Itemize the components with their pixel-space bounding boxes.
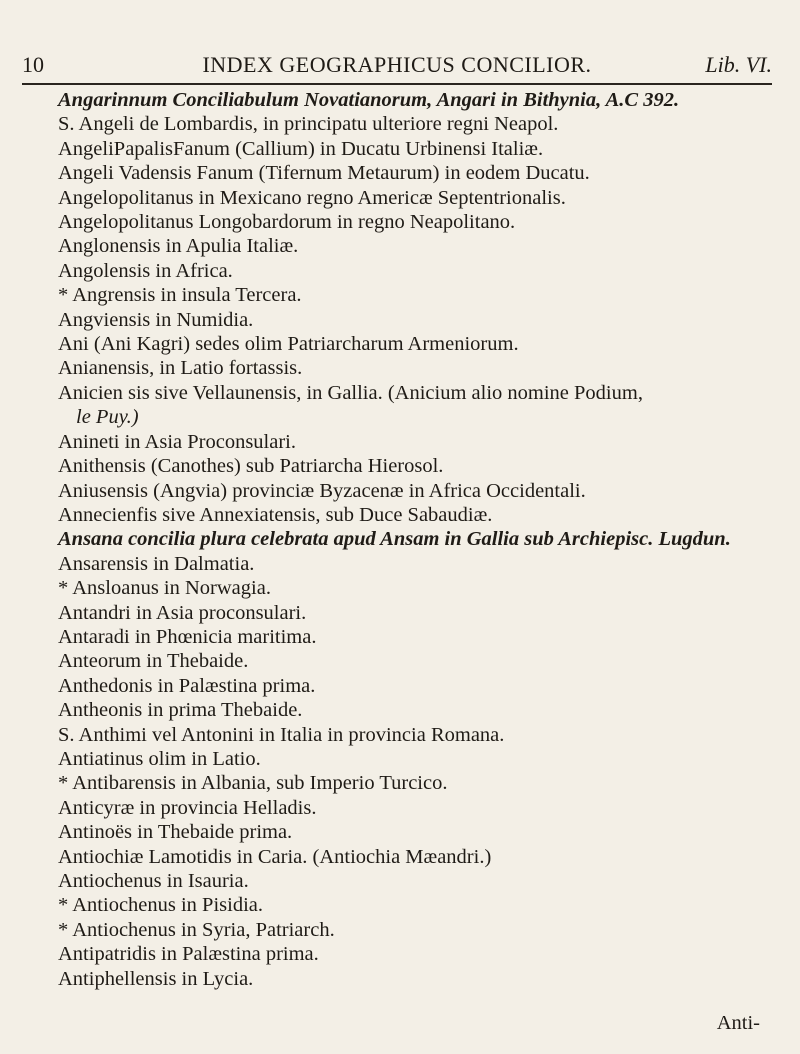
page-number: 10 — [22, 52, 44, 77]
index-entry: * Antiochenus in Pisidia. — [58, 894, 263, 917]
page-header — [22, 52, 772, 82]
index-entry: Anicien sis sive Vellaunensis, in Gallia. (Anicium alio nomine Podium, — [58, 381, 643, 404]
index-entry: Aniusensis (Angvia) provinciæ Byzacenæ in Africa Occidentali. — [58, 479, 586, 502]
index-entry: Antiochiæ Lamotidis in Caria. (Antiochia Mæandri.) — [58, 845, 492, 868]
index-entry: Antiatinus olim in Latio. — [58, 747, 261, 770]
index-entry: Antaradi in Phœnicia maritima. — [58, 625, 317, 648]
index-entry: Ani (Ani Kagri) sedes olim Patriarcharum Armeniorum. — [58, 333, 519, 356]
running-title: INDEX GEOGRAPHICUS CONCILIOR. — [202, 52, 592, 77]
index-entry: Angeli Vadensis Fanum (Tifernum Metaurum) in eodem Ducatu. — [58, 162, 590, 185]
index-entry: AngeliPapalisFanum (Callium) in Ducatu Urbinensi Italiæ. — [58, 137, 544, 160]
index-entry: * Antibarensis in Albania, sub Imperio Turcico. — [58, 772, 448, 795]
header-rule — [22, 83, 772, 85]
index-entry: Anianensis, in Latio fortassis. — [58, 357, 303, 380]
index-entry: Anithensis (Canothes) sub Patriarcha Hierosol. — [58, 455, 444, 478]
catchword: Anti- — [716, 1012, 760, 1034]
index-entry: Annecienfis sive Annexiatensis, sub Duce Sabaudiæ. — [58, 503, 493, 526]
index-entry: Anglonensis in Apulia Italiæ. — [58, 235, 299, 258]
index-entry: Antiochenus in Isauria. — [58, 870, 249, 892]
index-entry: Antandri in Asia proconsulari. — [58, 601, 307, 624]
index-entry: Angelopolitanus Longobardorum in regno Neapolitano. — [58, 211, 516, 234]
index-entry: Ansana concilia plura celebrata apud Ansam in Gallia sub Archiepisc. Lugdun. — [58, 528, 731, 551]
index-entry: S. Angeli de Lombardis, in principatu ulteriore regni Neapol. — [58, 113, 559, 136]
index-entry: Antiphellensis in Lycia. — [58, 967, 254, 990]
book-reference: Lib. VI. — [705, 52, 772, 77]
index-entry: Angolensis in Africa. — [58, 259, 233, 282]
index-entry: Anteorum in Thebaide. — [58, 650, 249, 673]
index-entry: Angarinnum Conciliabulum Novatianorum, Angari in Bithynia, A.C 392. — [58, 89, 680, 111]
index-entry: Anineti in Asia Proconsulari. — [58, 430, 297, 453]
index-entry: Angelopolitanus in Mexicano regno Americæ Septentrionalis. — [58, 186, 566, 209]
index-entry: * Ansloanus in Norwagia. — [58, 577, 271, 600]
index-entry: Ansarensis in Dalmatia. — [58, 552, 255, 575]
index-entry: * Antiochenus in Syria, Patriarch. — [58, 918, 335, 941]
index-entry: Antipatridis in Palæstina prima. — [58, 943, 319, 966]
index-entry: Anticyræ in provincia Helladis. — [58, 796, 317, 819]
index-entry: Antinoës in Thebaide prima. — [58, 821, 293, 844]
index-entry: S. Anthimi vel Antonini in Italia in provincia Romana. — [58, 723, 505, 746]
index-entry: le Puy.) — [76, 406, 139, 429]
index-entry: Antheonis in prima Thebaide. — [58, 699, 303, 722]
index-entry: Angviensis in Numidia. — [58, 308, 254, 331]
index-entry-list — [58, 88, 760, 991]
index-entry: * Angrensis in insula Tercera. — [58, 284, 302, 307]
index-entry: Anthedonis in Palæstina prima. — [58, 674, 316, 697]
